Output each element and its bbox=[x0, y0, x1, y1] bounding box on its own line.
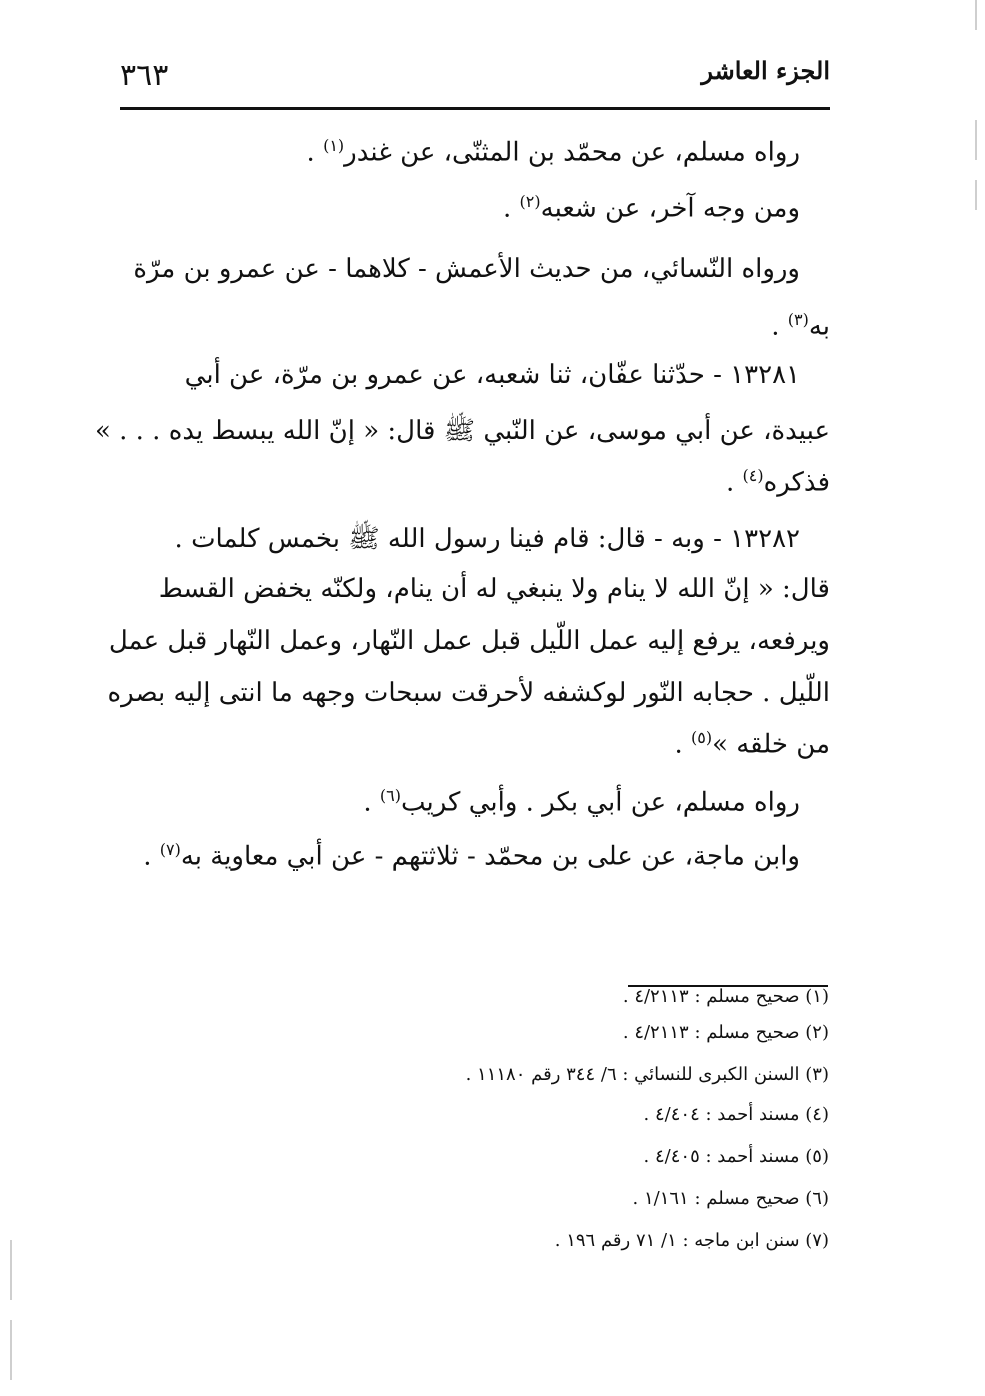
body-line: عبيدة، عن أبي موسى، عن النّبي ﷺ قال: « إنّ الله يبسط يده . . . » bbox=[94, 416, 830, 446]
body-line: ١٣٢٨٢ - وبه - قال: قام فينا رسول الله ﷺ بخمس كلمات . bbox=[174, 524, 800, 554]
scan-edge-mark bbox=[975, 0, 977, 30]
body-line: ورواه النّسائي، من حديث الأعمش - كلاهما - عن عمرو بن مرّة bbox=[133, 254, 800, 284]
footnote-ref: (٧) bbox=[159, 840, 181, 859]
footnote-ref: (٥) bbox=[690, 728, 713, 747]
footnote-ref: (٦) bbox=[379, 786, 401, 805]
scan-edge-mark bbox=[975, 120, 977, 160]
body-line: فذكره$^{(٤)}$ . bbox=[725, 466, 830, 498]
body-line: رواه مسلم، عن محمّد بن المثنّى، عن غندر$^{(١)}$ . bbox=[306, 136, 800, 168]
scan-edge-mark bbox=[10, 1240, 12, 1300]
body-text bbox=[94, 0, 830, 1396]
footnote: (٣) السنن الكبرى للنسائي : ٦/ ٣٤٤ رقم ١١١٨٠ . bbox=[465, 1064, 829, 1085]
footnote: (٤) مسند أحمد : ٤/٤٠٤ . bbox=[643, 1104, 829, 1125]
running-title: الجزء العاشر bbox=[701, 56, 830, 85]
body-line: ١٣٢٨١ - حدّثنا عفّان، ثنا شعبه، عن عمرو بن مرّة، عن أبي bbox=[184, 360, 800, 390]
scan-edge-mark bbox=[10, 1320, 12, 1380]
body-line: اللّيل . حجابه النّور لوكشفه لأحرقت سبحات وجهه ما انتى إليه بصره bbox=[107, 678, 830, 708]
body-line: رواه مسلم، عن أبي بكر . وأبي كريب$^{(٦)}$ . bbox=[363, 786, 800, 818]
footnote: (٥) مسند أحمد : ٤/٤٠٥ . bbox=[643, 1146, 829, 1167]
body-line: وابن ماجة، عن على بن محمّد - ثلاثتهم - عن أبي معاوية به$^{(٧)}$ . bbox=[143, 840, 800, 872]
footnote: (٧) سنن ابن ماجه : ١/ ٧١ رقم ١٩٦ . bbox=[554, 1230, 829, 1251]
page-number: ٣٦٣ bbox=[120, 58, 169, 93]
scan-edge-mark bbox=[975, 180, 977, 210]
footnote-ref: (٤) bbox=[742, 466, 764, 485]
footnote: (٦) صحيح مسلم : ١/١٦١ . bbox=[632, 1188, 829, 1209]
body-line: ومن وجه آخر، عن شعبه$^{(٢)}$ . bbox=[503, 192, 800, 224]
footnote-ref: (١) bbox=[323, 136, 345, 155]
body-line: قال: « إنّ الله لا ينام ولا ينبغي له أن ينام، ولكنّه يخفض القسط bbox=[158, 574, 830, 604]
footnote-ref: (٢) bbox=[519, 192, 541, 211]
body-line: من خلقه »$^{(٥)}$ . bbox=[674, 728, 830, 760]
body-line: ويرفعه، يرفع إليه عمل اللّيل قبل عمل النّهار، وعمل النّهار قبل عمل bbox=[108, 626, 830, 656]
footnote-ref: (٣) bbox=[787, 310, 809, 329]
body-line: به$^{(٣)}$ . bbox=[771, 310, 830, 342]
footnote: (٢) صحيح مسلم : ٤/٢١١٣ . bbox=[622, 1022, 829, 1043]
footnote: (١) صحيح مسلم : ٤/٢١١٣ . bbox=[622, 986, 829, 1007]
